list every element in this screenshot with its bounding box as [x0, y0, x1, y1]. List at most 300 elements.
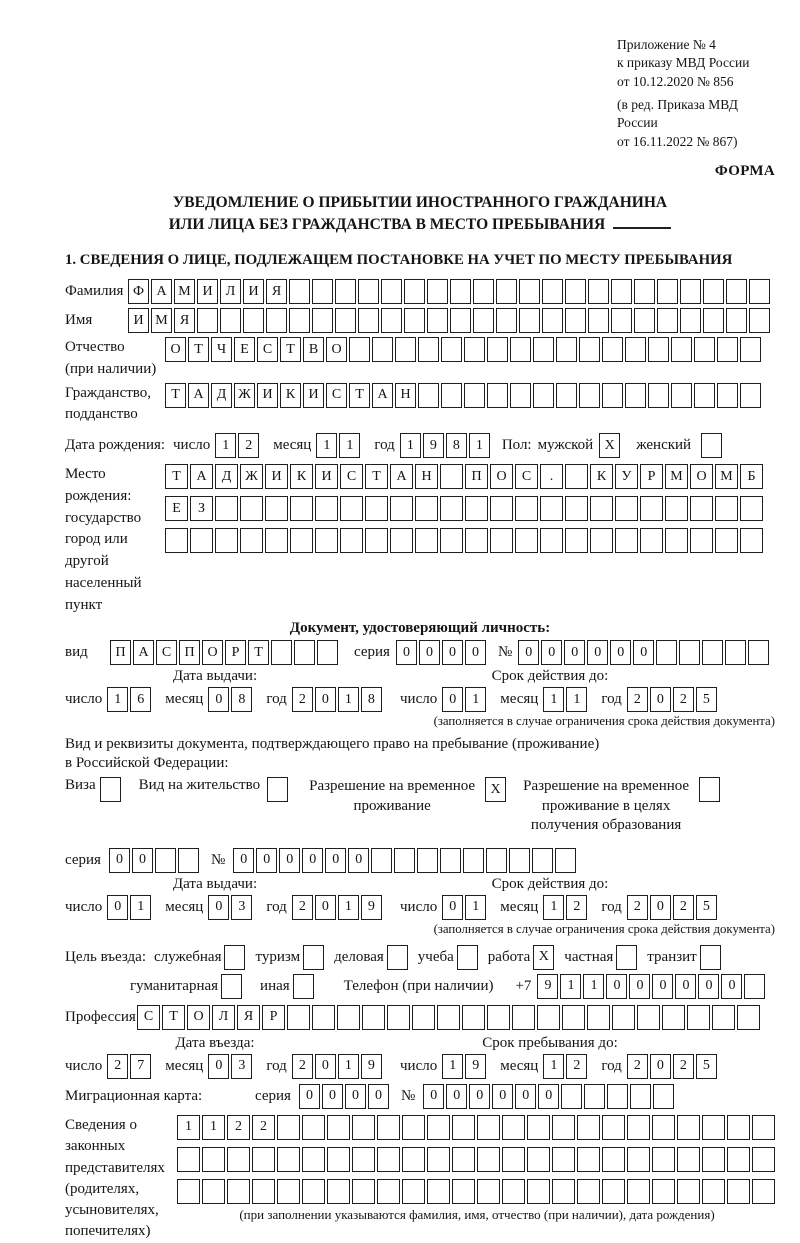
- char-box[interactable]: [727, 1179, 750, 1204]
- char-box[interactable]: [652, 1179, 675, 1204]
- purpose-business-checkbox[interactable]: [387, 945, 410, 970]
- char-box[interactable]: 2: [292, 687, 313, 712]
- char-box[interactable]: [602, 1179, 625, 1204]
- char-box[interactable]: [315, 528, 338, 553]
- char-box[interactable]: 0: [302, 848, 323, 873]
- char-box[interactable]: [680, 279, 701, 304]
- char-box[interactable]: [717, 383, 738, 408]
- expiry-day-input[interactable]: [442, 687, 488, 712]
- char-box[interactable]: [404, 279, 425, 304]
- char-box[interactable]: [312, 1005, 335, 1030]
- birthplace-line-2[interactable]: [165, 496, 765, 521]
- char-box[interactable]: И: [128, 308, 149, 333]
- char-box[interactable]: 0: [650, 895, 671, 920]
- char-box[interactable]: [327, 1115, 350, 1140]
- char-box[interactable]: [640, 496, 663, 521]
- char-box[interactable]: [740, 383, 761, 408]
- char-box[interactable]: [748, 640, 769, 665]
- char-box[interactable]: [358, 308, 379, 333]
- char-box[interactable]: [381, 279, 402, 304]
- char-box[interactable]: [418, 383, 439, 408]
- char-box[interactable]: [752, 1179, 775, 1204]
- checkbox[interactable]: [387, 945, 408, 970]
- char-box[interactable]: [527, 1115, 550, 1140]
- char-box[interactable]: [607, 1084, 628, 1109]
- char-box[interactable]: 2: [627, 687, 648, 712]
- char-box[interactable]: 0: [315, 687, 336, 712]
- residence-series-input[interactable]: [109, 848, 201, 873]
- char-box[interactable]: [427, 1179, 450, 1204]
- char-box[interactable]: М: [715, 464, 738, 489]
- char-box[interactable]: [703, 279, 724, 304]
- char-box[interactable]: М: [174, 279, 195, 304]
- char-box[interactable]: [656, 640, 677, 665]
- char-box[interactable]: [477, 1147, 500, 1172]
- char-box[interactable]: [726, 308, 747, 333]
- char-box[interactable]: 0: [518, 640, 539, 665]
- checkbox[interactable]: [457, 945, 478, 970]
- char-box[interactable]: [266, 308, 287, 333]
- stay-year-input[interactable]: [627, 1054, 719, 1079]
- char-box[interactable]: 1: [560, 974, 581, 999]
- char-box[interactable]: [657, 279, 678, 304]
- char-box[interactable]: Р: [640, 464, 663, 489]
- char-box[interactable]: [740, 528, 763, 553]
- char-box[interactable]: 0: [315, 1054, 336, 1079]
- char-box[interactable]: [477, 1179, 500, 1204]
- char-box[interactable]: [577, 1179, 600, 1204]
- char-box[interactable]: [565, 308, 586, 333]
- char-box[interactable]: [340, 496, 363, 521]
- char-box[interactable]: 9: [361, 1054, 382, 1079]
- char-box[interactable]: [177, 1179, 200, 1204]
- char-box[interactable]: [512, 1005, 535, 1030]
- char-box[interactable]: [240, 496, 263, 521]
- char-box[interactable]: И: [197, 279, 218, 304]
- char-box[interactable]: [690, 496, 713, 521]
- char-box[interactable]: О: [202, 640, 223, 665]
- char-box[interactable]: [487, 1005, 510, 1030]
- char-box[interactable]: И: [243, 279, 264, 304]
- char-box[interactable]: А: [188, 383, 209, 408]
- citizenship-input[interactable]: [165, 383, 763, 408]
- temporary-residence-education-checkbox[interactable]: [699, 777, 722, 802]
- char-box[interactable]: 1: [442, 1054, 463, 1079]
- char-box[interactable]: [640, 528, 663, 553]
- char-box[interactable]: [562, 1005, 585, 1030]
- char-box[interactable]: [390, 496, 413, 521]
- char-box[interactable]: [302, 1179, 325, 1204]
- char-box[interactable]: [590, 528, 613, 553]
- char-box[interactable]: [727, 1115, 750, 1140]
- issue-day-input[interactable]: [107, 687, 153, 712]
- char-box[interactable]: [702, 1115, 725, 1140]
- char-box[interactable]: Е: [165, 496, 188, 521]
- residence-expiry-month-input[interactable]: [543, 895, 589, 920]
- char-box[interactable]: [252, 1147, 275, 1172]
- char-box[interactable]: [540, 528, 563, 553]
- char-box[interactable]: 3: [231, 1054, 252, 1079]
- patronymic-input[interactable]: [165, 337, 763, 362]
- sex-male-checkbox[interactable]: [599, 433, 622, 458]
- checkbox[interactable]: X: [485, 777, 506, 802]
- char-box[interactable]: [402, 1115, 425, 1140]
- char-box[interactable]: [712, 1005, 735, 1030]
- char-box[interactable]: [377, 1115, 400, 1140]
- representatives-line-2[interactable]: [177, 1147, 777, 1172]
- char-box[interactable]: [648, 337, 669, 362]
- char-box[interactable]: [227, 1179, 250, 1204]
- char-box[interactable]: [381, 308, 402, 333]
- char-box[interactable]: [352, 1115, 375, 1140]
- char-box[interactable]: [452, 1147, 475, 1172]
- char-box[interactable]: [496, 279, 517, 304]
- char-box[interactable]: 0: [675, 974, 696, 999]
- purpose-transit-checkbox[interactable]: [700, 945, 723, 970]
- expiry-year-input[interactable]: [627, 687, 719, 712]
- char-box[interactable]: 0: [208, 895, 229, 920]
- char-box[interactable]: [490, 496, 513, 521]
- char-box[interactable]: 0: [629, 974, 650, 999]
- char-box[interactable]: 1: [469, 433, 490, 458]
- char-box[interactable]: [358, 279, 379, 304]
- char-box[interactable]: С: [340, 464, 363, 489]
- char-box[interactable]: [450, 279, 471, 304]
- char-box[interactable]: [473, 279, 494, 304]
- char-box[interactable]: [265, 528, 288, 553]
- char-box[interactable]: .: [540, 464, 563, 489]
- char-box[interactable]: П: [110, 640, 131, 665]
- char-box[interactable]: [542, 308, 563, 333]
- char-box[interactable]: [527, 1179, 550, 1204]
- char-box[interactable]: [362, 1005, 385, 1030]
- char-box[interactable]: [509, 848, 530, 873]
- char-box[interactable]: [240, 528, 263, 553]
- char-box[interactable]: [440, 848, 461, 873]
- char-box[interactable]: [725, 640, 746, 665]
- char-box[interactable]: 0: [315, 895, 336, 920]
- char-box[interactable]: [312, 279, 333, 304]
- char-box[interactable]: [653, 1084, 674, 1109]
- char-box[interactable]: 0: [587, 640, 608, 665]
- char-box[interactable]: 0: [279, 848, 300, 873]
- char-box[interactable]: 0: [325, 848, 346, 873]
- char-box[interactable]: А: [390, 464, 413, 489]
- char-box[interactable]: К: [280, 383, 301, 408]
- char-box[interactable]: Б: [740, 464, 763, 489]
- char-box[interactable]: 6: [130, 687, 151, 712]
- char-box[interactable]: 0: [208, 687, 229, 712]
- char-box[interactable]: [579, 383, 600, 408]
- char-box[interactable]: [490, 528, 513, 553]
- checkbox[interactable]: [224, 945, 245, 970]
- char-box[interactable]: 1: [338, 1054, 359, 1079]
- char-box[interactable]: 8: [231, 687, 252, 712]
- char-box[interactable]: 2: [252, 1115, 275, 1140]
- char-box[interactable]: [337, 1005, 360, 1030]
- checkbox[interactable]: X: [599, 433, 620, 458]
- char-box[interactable]: [165, 528, 188, 553]
- char-box[interactable]: [717, 337, 738, 362]
- char-box[interactable]: 1: [465, 687, 486, 712]
- purpose-tourism-checkbox[interactable]: [303, 945, 326, 970]
- char-box[interactable]: [602, 383, 623, 408]
- char-box[interactable]: 2: [673, 895, 694, 920]
- char-box[interactable]: [502, 1115, 525, 1140]
- char-box[interactable]: 2: [673, 687, 694, 712]
- char-box[interactable]: 0: [465, 640, 486, 665]
- char-box[interactable]: 0: [299, 1084, 320, 1109]
- char-box[interactable]: [540, 496, 563, 521]
- entry-year-input[interactable]: [292, 1054, 384, 1079]
- char-box[interactable]: [634, 279, 655, 304]
- char-box[interactable]: [487, 383, 508, 408]
- char-box[interactable]: [556, 337, 577, 362]
- char-box[interactable]: О: [165, 337, 186, 362]
- char-box[interactable]: [464, 383, 485, 408]
- char-box[interactable]: [532, 848, 553, 873]
- char-box[interactable]: [657, 308, 678, 333]
- char-box[interactable]: А: [151, 279, 172, 304]
- char-box[interactable]: И: [303, 383, 324, 408]
- char-box[interactable]: [519, 308, 540, 333]
- char-box[interactable]: 2: [107, 1054, 128, 1079]
- char-box[interactable]: 0: [515, 1084, 536, 1109]
- char-box[interactable]: [440, 496, 463, 521]
- char-box[interactable]: Т: [165, 383, 186, 408]
- char-box[interactable]: 1: [130, 895, 151, 920]
- char-box[interactable]: 8: [361, 687, 382, 712]
- char-box[interactable]: [602, 1147, 625, 1172]
- char-box[interactable]: [452, 1179, 475, 1204]
- migration-number-input[interactable]: [423, 1084, 676, 1109]
- char-box[interactable]: С: [137, 1005, 160, 1030]
- char-box[interactable]: [677, 1115, 700, 1140]
- checkbox[interactable]: [699, 777, 720, 802]
- char-box[interactable]: [441, 383, 462, 408]
- char-box[interactable]: [588, 308, 609, 333]
- char-box[interactable]: Т: [162, 1005, 185, 1030]
- char-box[interactable]: [555, 848, 576, 873]
- char-box[interactable]: [178, 848, 199, 873]
- sex-female-checkbox[interactable]: [701, 433, 724, 458]
- char-box[interactable]: [415, 496, 438, 521]
- char-box[interactable]: [462, 1005, 485, 1030]
- char-box[interactable]: [737, 1005, 760, 1030]
- char-box[interactable]: [542, 279, 563, 304]
- char-box[interactable]: 0: [132, 848, 153, 873]
- char-box[interactable]: [465, 496, 488, 521]
- char-box[interactable]: 1: [177, 1115, 200, 1140]
- char-box[interactable]: С: [156, 640, 177, 665]
- char-box[interactable]: [215, 496, 238, 521]
- char-box[interactable]: [473, 308, 494, 333]
- char-box[interactable]: Л: [220, 279, 241, 304]
- char-box[interactable]: [252, 1179, 275, 1204]
- char-box[interactable]: Т: [165, 464, 188, 489]
- char-box[interactable]: [527, 1147, 550, 1172]
- char-box[interactable]: 2: [227, 1115, 250, 1140]
- char-box[interactable]: [372, 337, 393, 362]
- char-box[interactable]: А: [190, 464, 213, 489]
- char-box[interactable]: [565, 528, 588, 553]
- residence-issue-year-input[interactable]: [292, 895, 384, 920]
- char-box[interactable]: 0: [348, 848, 369, 873]
- char-box[interactable]: 9: [361, 895, 382, 920]
- char-box[interactable]: [702, 1147, 725, 1172]
- profession-input[interactable]: [137, 1005, 762, 1030]
- char-box[interactable]: [552, 1179, 575, 1204]
- char-box[interactable]: [450, 308, 471, 333]
- char-box[interactable]: [427, 279, 448, 304]
- stay-day-input[interactable]: [442, 1054, 488, 1079]
- char-box[interactable]: 5: [696, 895, 717, 920]
- char-box[interactable]: [427, 308, 448, 333]
- char-box[interactable]: 9: [465, 1054, 486, 1079]
- char-box[interactable]: Р: [225, 640, 246, 665]
- char-box[interactable]: 0: [469, 1084, 490, 1109]
- char-box[interactable]: [452, 1115, 475, 1140]
- char-box[interactable]: [752, 1147, 775, 1172]
- char-box[interactable]: 2: [627, 1054, 648, 1079]
- residence-issue-month-input[interactable]: [208, 895, 254, 920]
- char-box[interactable]: О: [187, 1005, 210, 1030]
- char-box[interactable]: 0: [396, 640, 417, 665]
- char-box[interactable]: [590, 496, 613, 521]
- char-box[interactable]: Ф: [128, 279, 149, 304]
- char-box[interactable]: [515, 496, 538, 521]
- char-box[interactable]: [694, 337, 715, 362]
- expiry-month-input[interactable]: [543, 687, 589, 712]
- char-box[interactable]: [533, 383, 554, 408]
- char-box[interactable]: [556, 383, 577, 408]
- char-box[interactable]: [377, 1179, 400, 1204]
- checkbox[interactable]: [100, 777, 121, 802]
- char-box[interactable]: 7: [130, 1054, 151, 1079]
- firstname-input[interactable]: [128, 308, 772, 333]
- char-box[interactable]: 0: [442, 895, 463, 920]
- char-box[interactable]: 3: [231, 895, 252, 920]
- char-box[interactable]: [277, 1115, 300, 1140]
- char-box[interactable]: [565, 279, 586, 304]
- char-box[interactable]: З: [190, 496, 213, 521]
- char-box[interactable]: [749, 279, 770, 304]
- char-box[interactable]: И: [257, 383, 278, 408]
- char-box[interactable]: И: [315, 464, 338, 489]
- char-box[interactable]: О: [690, 464, 713, 489]
- char-box[interactable]: [243, 308, 264, 333]
- char-box[interactable]: [565, 464, 588, 489]
- char-box[interactable]: [625, 337, 646, 362]
- char-box[interactable]: 1: [339, 433, 360, 458]
- char-box[interactable]: 0: [107, 895, 128, 920]
- char-box[interactable]: [627, 1115, 650, 1140]
- char-box[interactable]: [335, 308, 356, 333]
- char-box[interactable]: [371, 848, 392, 873]
- char-box[interactable]: [440, 528, 463, 553]
- char-box[interactable]: К: [590, 464, 613, 489]
- char-box[interactable]: [289, 279, 310, 304]
- char-box[interactable]: [312, 308, 333, 333]
- char-box[interactable]: [496, 308, 517, 333]
- char-box[interactable]: [340, 528, 363, 553]
- char-box[interactable]: [519, 279, 540, 304]
- char-box[interactable]: [588, 279, 609, 304]
- temporary-residence-checkbox[interactable]: [485, 777, 508, 802]
- char-box[interactable]: [290, 528, 313, 553]
- char-box[interactable]: [404, 308, 425, 333]
- char-box[interactable]: [694, 383, 715, 408]
- char-box[interactable]: 0: [446, 1084, 467, 1109]
- char-box[interactable]: 0: [652, 974, 673, 999]
- char-box[interactable]: 2: [292, 1054, 313, 1079]
- char-box[interactable]: 1: [338, 687, 359, 712]
- purpose-official-checkbox[interactable]: [224, 945, 247, 970]
- char-box[interactable]: 1: [400, 433, 421, 458]
- char-box[interactable]: 8: [446, 433, 467, 458]
- char-box[interactable]: [365, 496, 388, 521]
- char-box[interactable]: М: [665, 464, 688, 489]
- char-box[interactable]: 0: [368, 1084, 389, 1109]
- char-box[interactable]: П: [179, 640, 200, 665]
- char-box[interactable]: [677, 1179, 700, 1204]
- checkbox[interactable]: [267, 777, 288, 802]
- char-box[interactable]: 0: [606, 974, 627, 999]
- char-box[interactable]: М: [151, 308, 172, 333]
- char-box[interactable]: [352, 1179, 375, 1204]
- char-box[interactable]: [665, 528, 688, 553]
- char-box[interactable]: [740, 496, 763, 521]
- char-box[interactable]: [463, 848, 484, 873]
- char-box[interactable]: [744, 974, 765, 999]
- char-box[interactable]: [417, 848, 438, 873]
- char-box[interactable]: Т: [248, 640, 269, 665]
- char-box[interactable]: [197, 308, 218, 333]
- migration-series-input[interactable]: [299, 1084, 391, 1109]
- char-box[interactable]: [515, 528, 538, 553]
- char-box[interactable]: Ч: [211, 337, 232, 362]
- char-box[interactable]: А: [372, 383, 393, 408]
- char-box[interactable]: Р: [262, 1005, 285, 1030]
- char-box[interactable]: [577, 1147, 600, 1172]
- char-box[interactable]: 0: [442, 687, 463, 712]
- char-box[interactable]: [602, 1115, 625, 1140]
- char-box[interactable]: [565, 496, 588, 521]
- char-box[interactable]: Д: [215, 464, 238, 489]
- stay-month-input[interactable]: [543, 1054, 589, 1079]
- char-box[interactable]: 2: [673, 1054, 694, 1079]
- char-box[interactable]: [395, 337, 416, 362]
- checkbox[interactable]: [616, 945, 637, 970]
- char-box[interactable]: [587, 1005, 610, 1030]
- purpose-private-checkbox[interactable]: [616, 945, 639, 970]
- char-box[interactable]: У: [615, 464, 638, 489]
- entry-month-input[interactable]: [208, 1054, 254, 1079]
- char-box[interactable]: [665, 496, 688, 521]
- char-box[interactable]: 0: [650, 1054, 671, 1079]
- char-box[interactable]: К: [290, 464, 313, 489]
- char-box[interactable]: 9: [423, 433, 444, 458]
- char-box[interactable]: [418, 337, 439, 362]
- char-box[interactable]: Л: [212, 1005, 235, 1030]
- char-box[interactable]: [265, 496, 288, 521]
- char-box[interactable]: [402, 1147, 425, 1172]
- char-box[interactable]: [287, 1005, 310, 1030]
- char-box[interactable]: [290, 496, 313, 521]
- char-box[interactable]: П: [465, 464, 488, 489]
- char-box[interactable]: [277, 1147, 300, 1172]
- char-box[interactable]: Т: [365, 464, 388, 489]
